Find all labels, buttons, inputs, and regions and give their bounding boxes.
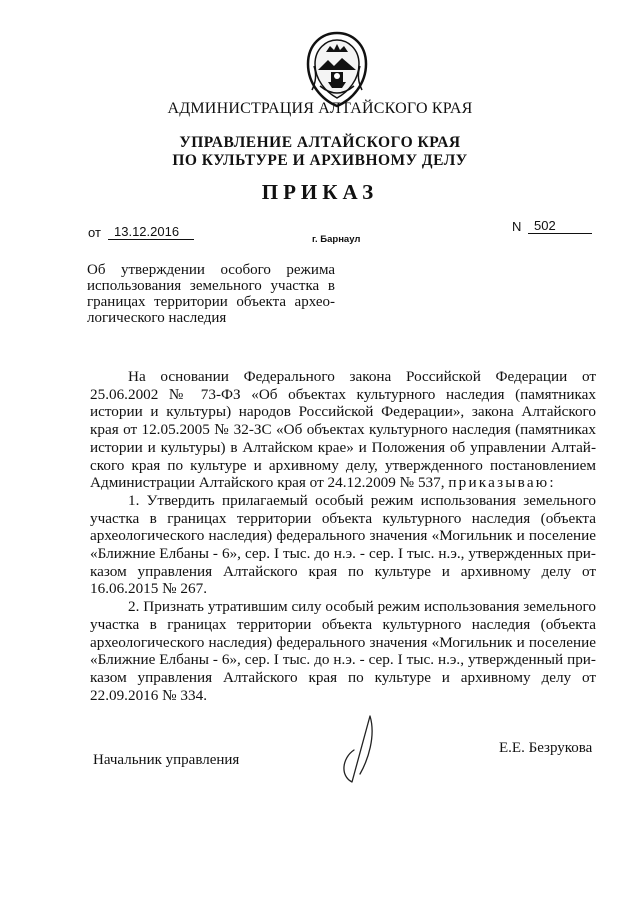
- document-type: ПРИКАЗ: [261, 180, 379, 204]
- preamble-paragraph: [90, 368, 596, 492]
- order-word: приказываю:: [448, 474, 556, 492]
- order-body: [90, 368, 596, 704]
- department-title-line2: ПО КУЛЬТУРЕ И АРХИВНОМУ ДЕЛУ: [172, 152, 468, 169]
- preamble-text: На основании Федерального закона Российской Федерации от 25.06.2002 № 73-ФЗ «Об объектах культурного наследия (памятниках истории и культуры) народов Российской Федерации», закона Алтайского края от 12.05.2005 № 32-ЗС «Об объектах культурного наследия (памятниках истории и культуры) в Алтайском крае» и Положения об управлении Алтай-ского края по культуре и архивному делу, утвержденного постановлением Администрации Алтайского края от 24.12.2009 № 537,: [90, 368, 596, 492]
- handwritten-signature: [330, 712, 390, 796]
- date-value: 13.12.2016: [108, 224, 194, 240]
- signatory-role: Начальник управления: [93, 752, 240, 768]
- date-label: от: [88, 225, 101, 240]
- altai-coat-of-arms-icon: [300, 30, 374, 110]
- city: г. Барнаул: [312, 234, 361, 245]
- number-value: 502: [528, 218, 592, 234]
- administration-title: АДМИНИСТРАЦИЯ АЛТАЙСКОГО КРАЯ: [167, 100, 473, 117]
- number-label: N: [512, 219, 522, 234]
- department-title-line1: УПРАВЛЕНИЕ АЛТАЙСКОГО КРАЯ: [179, 134, 461, 151]
- order-item-1: 1. Утвердить прилагаемый особый режим использования земельного участка в границах территории объекта культурного наследия (объекта археологического наследия) федерального значения «Могильник и поселение «Ближние Елбаны - 6», сер. I тыс. до н.э. - сер. I тыс. н.э., утвержденных при-казом управления Алтайского края по культуре и архивному делу от 16.06.2015 № 267.: [90, 491, 596, 598]
- signatory-name: Е.Е. Безрукова: [499, 740, 593, 756]
- order-item-2: 2. Признать утратившим силу особый режим использования земельного участка в границах территории объекта культурного наследия (объекта археологического наследия) федерального значения «Могильник и поселение «Ближние Елбаны - 6», сер. I тыс. до н.э. - сер. I тыс. н.э., утвержденный при-казом управления Алтайского края по культуре и архивному делу от 22.09.2016 № 334.: [90, 598, 596, 704]
- order-subject: Об утверждении особого режима использования земельного участка в границах территории объекта архео-логического наследия: [87, 262, 335, 326]
